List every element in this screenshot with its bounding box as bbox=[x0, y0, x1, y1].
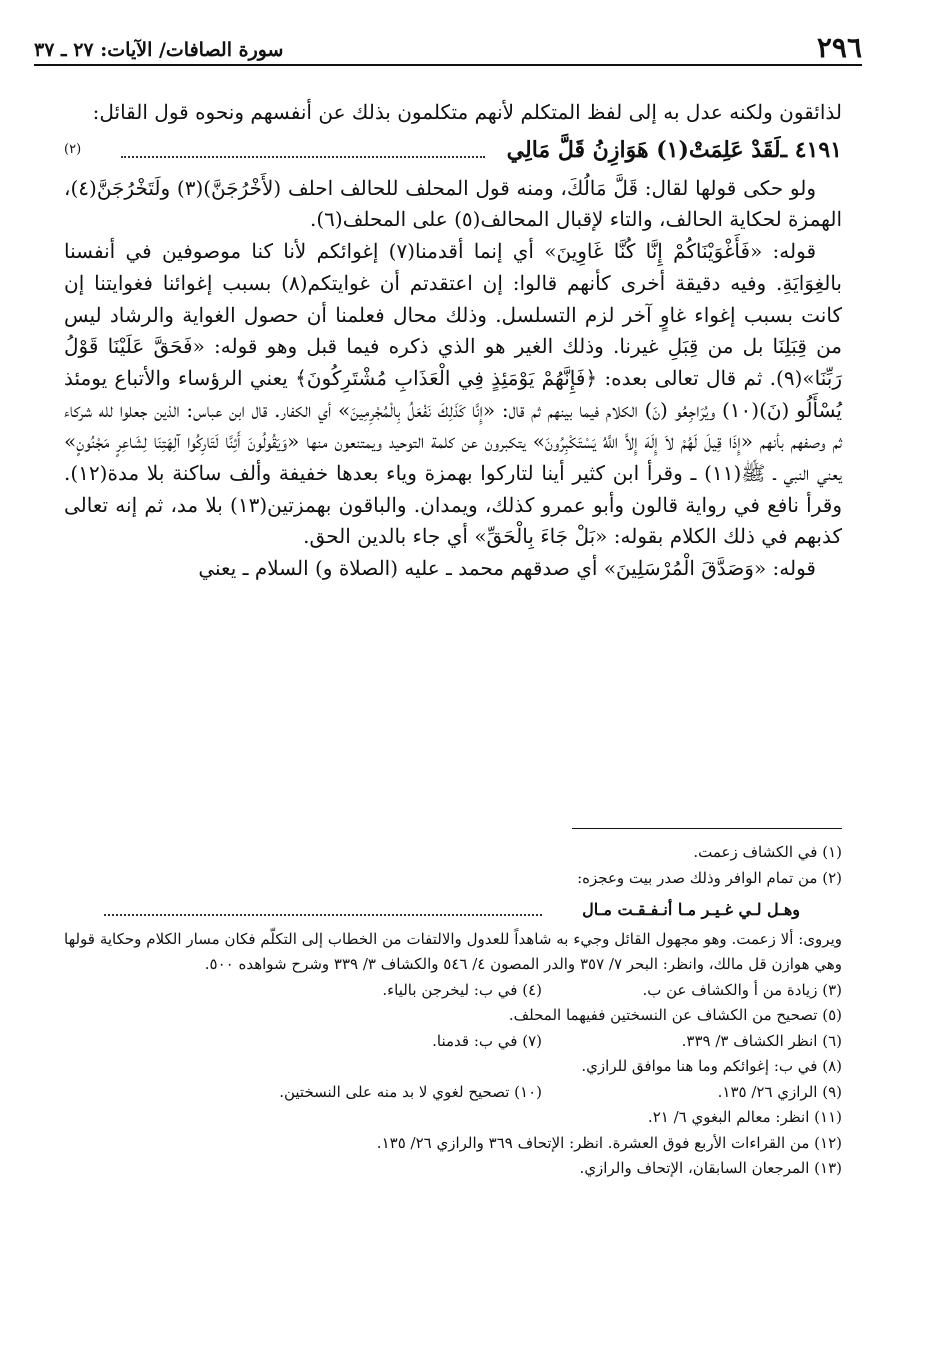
footnote: (١) في الكشاف زعمت. bbox=[693, 843, 842, 861]
footnote-row bbox=[64, 1080, 842, 1106]
footnote-separator bbox=[572, 828, 842, 829]
footnote: (٦) انظر الكشاف ٣/ ٣٣٩. bbox=[681, 1031, 842, 1050]
footnote-verse bbox=[64, 897, 800, 923]
paragraph: قوله: «وَصَدَّقَ الْمُرْسَلِينَ» أي صدقهم محمد ـ عليه (الصلاة و) السلام ـ يعني bbox=[198, 556, 816, 581]
running-title: سورة الصافات/ الآيات: ٢٧ ـ ٣٧ bbox=[34, 39, 284, 61]
poetry-verse bbox=[64, 133, 842, 167]
footnote: (٢) من تمام الوافر وذلك صدر بيت وعجزه: bbox=[577, 868, 842, 887]
page-header bbox=[34, 30, 862, 66]
footnote: (٣) زيادة من أ والكشاف عن ب. bbox=[642, 980, 842, 999]
verse-dots-divider bbox=[121, 156, 485, 158]
footnotes bbox=[64, 840, 842, 1182]
verse-footnote-marker: (٢) bbox=[64, 141, 82, 157]
footnote: (١٣) المرجعان السابقان، الإتحاف والرازي. bbox=[579, 1159, 842, 1177]
footnote: (١١) انظر: معالم البغوي ٦/ ٢١. bbox=[647, 1108, 842, 1126]
main-text bbox=[64, 97, 842, 585]
footnote-row bbox=[64, 978, 842, 1004]
footnote: (٨) في ب: إغوائكم وما هنا موافق للرازي. bbox=[581, 1057, 842, 1075]
footnote-row bbox=[64, 1029, 842, 1055]
footnote: (٥) تصحيح من الكشاف عن النسختين ففيهما المحلف. bbox=[508, 1006, 842, 1024]
footnote: (٧) في ب: قدمنا. bbox=[432, 1031, 542, 1050]
paragraph: قوله: «فَأَغْوَيْنَاكُمْ إِنَّا كُنَّا غَاوِينَ» أي إنما أقدمنا(٧) إغوائكم لأنا كنا موصوفين في أنفسنا بالغِوَايَةِ. وفيه دقيقة أخرى كأنهم قالوا: إن اعتقدتم أن غوايتكم(٨) بسبب إغوائنا فغوايتنا إن كانت بسبب إغواء غاوٍ آخر لزم التسلسل. وذلك محال فعلمنا أن حصول الغواية والرشاد ليس من قِبَلِنَا بل من قِبَلِ غيرنا. وذلك الغير هو الذي ذكره فيما قبل وهو قوله: «فَحَقَّ عَلَيْنَا قَوْلُ رَبِّنَا»(٩). ثم قال تعالى بعده: ﴿فَإِنَّهُمْ يَوْمَئِذٍ فِي الْعَذَابِ مُشْتَرِكُونَ﴾ يعني الرؤساء والأتباع يومئذ يُسْأَلُو (نَ)(١٠) ويُرَاجِعُو (نَ) الكلام فيما بينهم ثم قال: «إِنَّا كَذَلِكَ نَفْعَلُ بِالْمُجْرِمِينَ» أي الكفار. قال ابن عباس: الذين جعلوا لله شركاء ثم وصفهم بأنهم «إِذَا قِيلَ لَهُمْ لاَ إِلَهَ إِلاَّ اللَّهُ يَسْتَكْبِرُونَ» يتكبرون عن كلمة التوحيد ويمتنعون منها «وَيَقُولُونَ أَئِنَّا لَتَارِكُوا آلِهَتِنَا لِشَاعِرٍ مَجْنُونٍ» يعني النبي ـ ﷺ(١١) ـ وقرأ ابن كثير أينا لتاركوا بهمزة وياء بعدها خفيفة وألف ساكنة بلا مدة(١٢). وقرأ نافع في رواية قالون وأبو عمرو كذلك، ويمدان. والباقون بهمزتين(١٣) بلا مد، ثم إنه تعالى كذبهم في ذلك الكلام بقوله: «بَلْ جَاءَ بِالْحَقِّ» أي جاء بالدين الحق. bbox=[64, 239, 843, 549]
paragraph: ولو حكى قولها لقال: قَلَّ مَالُكَ، ومنه قول المحلف للحالف احلف (لأَخْرُجَنَّ)(٣) ولَتَخْرُجَنَّ(٤)، الهمزة لحكاية الحالف، والتاء لإقبال المحالف(٥) على المحلف(٦). bbox=[64, 175, 842, 232]
footnote-verse-text: وهـل لـي غـيـر مـا أنـفـقـت مـال bbox=[582, 900, 800, 919]
footnote: (٩) الرازي ٢٦/ ١٣٥. bbox=[717, 1082, 842, 1101]
footnote: (٤) في ب: ليخرجن بالياء. bbox=[382, 980, 542, 999]
page-number: ٢٩٦ bbox=[816, 31, 862, 64]
footnote: (١٢) من القراءات الأربع فوق العشرة. انظر: الإتحاف ٣٦٩ والرازي ٢٦/ ١٣٥. bbox=[376, 1133, 842, 1152]
verse-text: لَقَدْ عَلِمَتْ(١) هَوَازِنُ قَلَّ مَالِي bbox=[506, 136, 781, 163]
paragraph: لذائقون ولكنه عدل به إلى لفظ المتكلم لأنهم متكلمون بذلك عن أنفسهم ونحوه قول القائل: bbox=[92, 100, 842, 124]
verse-dots-divider bbox=[104, 914, 542, 916]
footnote: (١٠) تصحيح لغوي لا بد منه على النسختين. bbox=[279, 1082, 542, 1101]
verse-number: ٤١٩١ ـ bbox=[780, 136, 842, 163]
footnote-paragraph: ويروى: ألا زعمت. وهو مجهول القائل وجيء به شاهداً للعدول والالتفات من الخطاب إلى التكلّم فكان مسار الكلام وحكاية قولها وهي هوازن قل مالك، وانظر: البحر ٧/ ٣٥٧ والدر المصون ٤/ ٥٤٦ والكشاف ٣/ ٣٣٩ وشرح شواهده ٥٠٠. bbox=[64, 929, 842, 973]
